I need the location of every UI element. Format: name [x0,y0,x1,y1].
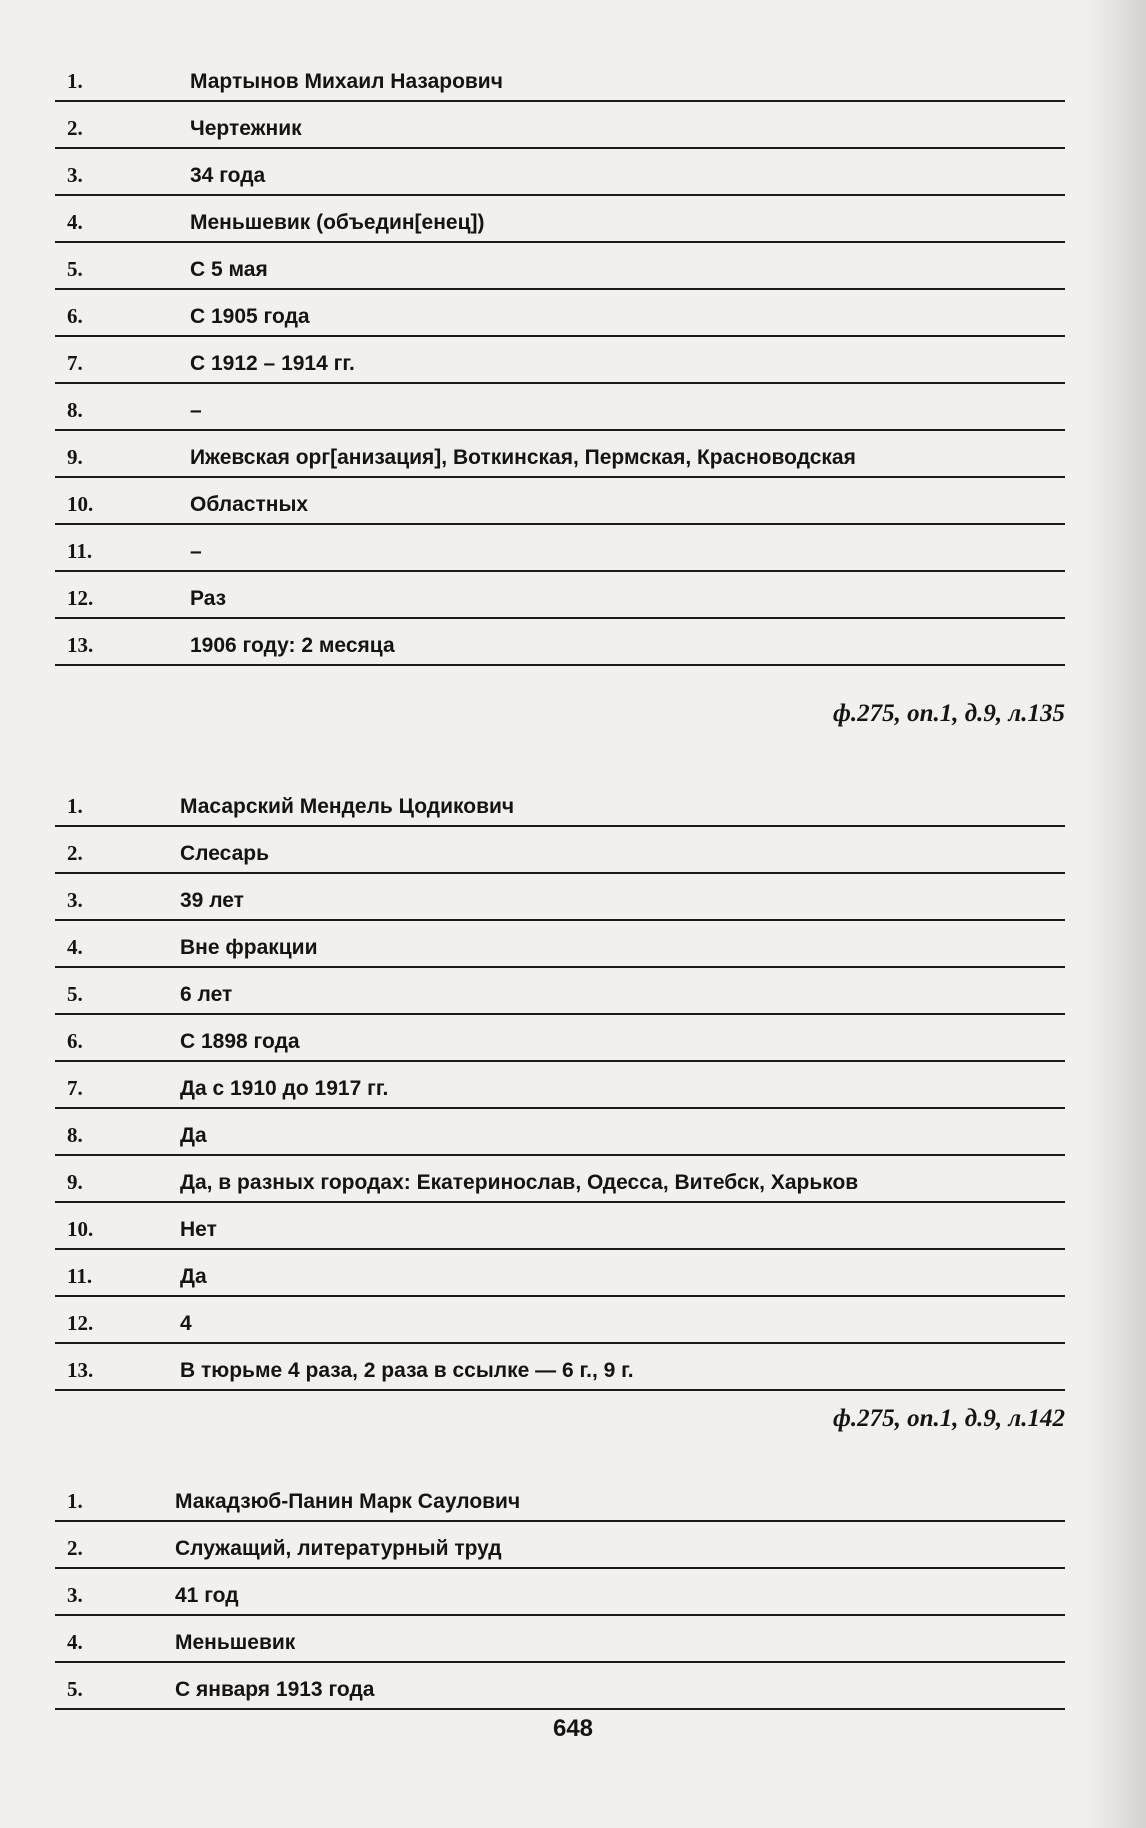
row-value: Да, в разных городах: Екатеринослав, Одесса, Витебск, Харьков [180,1171,859,1194]
row-number: 13. [67,633,94,657]
record-row [55,1015,1065,1062]
record-row [55,1522,1065,1569]
row-number: 2. [67,116,83,140]
row-value: 39 лет [180,889,244,912]
page-number: 648 [552,1715,594,1742]
record-row [55,1109,1065,1156]
row-value: Да [180,1124,207,1147]
row-number: 1. [67,69,83,93]
row-number: 11. [67,539,93,563]
row-number: 2. [67,1536,83,1560]
row-value: Нет [180,1218,217,1241]
record-row [55,290,1065,337]
row-number: 5. [67,1677,83,1701]
archive-reference: ф.275, оп.1, д.9, л.135 [832,700,1065,727]
row-number: 4. [67,935,83,959]
record-row [55,572,1065,619]
archive-reference: ф.275, оп.1, д.9, л.142 [832,1405,1065,1432]
record-row [55,619,1065,666]
row-value: 1906 году: 2 месяца [190,634,395,657]
row-value: С января 1913 года [175,1678,375,1701]
row-value: Да с 1910 до 1917 гг. [180,1077,389,1100]
record-row [55,478,1065,525]
record-row [55,1203,1065,1250]
row-number: 6. [67,304,83,328]
row-number: 3. [67,888,83,912]
row-value: 41 год [175,1584,239,1607]
row-number: 8. [67,1123,83,1147]
record-row [55,921,1065,968]
record-row [55,1569,1065,1616]
row-value: С 1898 года [180,1030,300,1053]
record-row [55,780,1065,827]
record-row [55,149,1065,196]
row-value: Вне фракции [180,936,318,959]
record-row [55,1297,1065,1344]
row-number: 12. [67,586,94,610]
record-row [55,1475,1065,1522]
row-value: – [190,399,202,422]
record-row [55,1250,1065,1297]
row-value: Меньшевик [175,1631,296,1654]
row-number: 9. [67,445,83,469]
row-number: 6. [67,1029,83,1053]
row-number: 7. [67,351,83,375]
row-number: 5. [67,257,83,281]
row-value: В тюрьме 4 раза, 2 раза в ссылке — 6 г., 9 г. [180,1359,634,1382]
row-number: 4. [67,1630,83,1654]
row-number: 13. [67,1358,94,1382]
row-value: С 1912 – 1914 гг. [190,352,355,375]
record-row [55,1616,1065,1663]
record-row [55,431,1065,478]
record-row [55,525,1065,572]
row-number: 5. [67,982,83,1006]
row-number: 9. [67,1170,83,1194]
record-row [55,874,1065,921]
record-martynov [55,55,1065,727]
record-row [55,1663,1065,1710]
row-value: 34 года [190,164,266,187]
row-value: Да [180,1265,207,1288]
row-value: Слесарь [180,842,269,865]
row-value: 6 лет [180,983,233,1006]
row-number: 8. [67,398,83,422]
row-value: С 1905 года [190,305,310,328]
row-value: Макадзюб-Панин Марк Саулович [175,1490,521,1513]
row-value: 4 [180,1312,192,1335]
row-value: С 5 мая [190,258,268,281]
record-row [55,1062,1065,1109]
record-makadzyub-panin [55,1475,1065,1710]
record-row [55,337,1065,384]
row-value: Мартынов Михаил Назарович [190,70,503,93]
row-value: Меньшевик (объедин[енец]) [190,211,485,234]
record-row [55,55,1065,102]
row-number: 11. [67,1264,93,1288]
row-value: Масарский Мендель Цодикович [180,795,515,818]
row-value: Ижевская орг[анизация], Воткинская, Пермская, Красноводская [190,446,856,469]
row-number: 3. [67,1583,83,1607]
record-masarsky [55,780,1065,1432]
record-row [55,102,1065,149]
record-row [55,243,1065,290]
row-value: – [190,540,202,563]
row-value: Областных [190,493,309,516]
row-number: 1. [67,1489,83,1513]
record-row [55,1344,1065,1391]
row-value: Чертежник [190,117,302,140]
record-row [55,968,1065,1015]
row-number: 1. [67,794,83,818]
record-row [55,827,1065,874]
row-value: Раз [190,587,227,610]
row-number: 2. [67,841,83,865]
row-number: 12. [67,1311,94,1335]
page-edge-shadow [1086,0,1146,1828]
row-number: 4. [67,210,83,234]
record-row [55,384,1065,431]
row-number: 10. [67,1217,94,1241]
row-number: 3. [67,163,83,187]
record-row [55,1156,1065,1203]
row-value: Служащий, литературный труд [175,1537,502,1560]
record-row [55,196,1065,243]
row-number: 10. [67,492,94,516]
row-number: 7. [67,1076,83,1100]
